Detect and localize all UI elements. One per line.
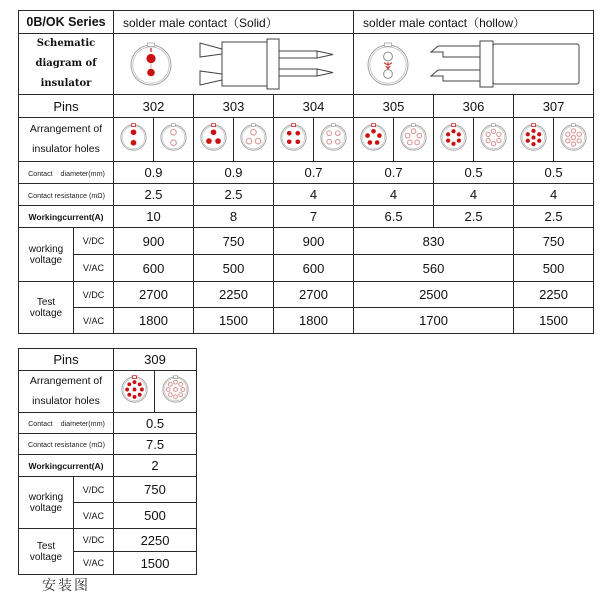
- hole-diagram-hollow: [155, 371, 197, 413]
- current-value: 10: [114, 206, 194, 228]
- vac-label: V/AC: [74, 308, 114, 334]
- main-spec-table: [18, 10, 594, 334]
- arrangement-row: [19, 371, 197, 413]
- current-value: 2.5: [514, 206, 594, 228]
- schematic-label-line1: Schematic: [36, 38, 96, 49]
- resistance-label: Contact resistance (mΩ): [21, 184, 111, 205]
- test-vac-value: 1500: [194, 308, 274, 334]
- working-vdc-value: 750: [514, 228, 594, 255]
- hole-diagram-hollow: [234, 118, 274, 162]
- current-value: 6.5: [354, 206, 434, 228]
- diameter-value: 0.5: [514, 162, 594, 184]
- resistance-label: Contact resistance (mΩ): [21, 434, 111, 454]
- working-label-line2: voltage: [29, 254, 63, 266]
- pin-number: 306: [434, 95, 514, 118]
- diameter-value: 0.5: [434, 162, 514, 184]
- hole-diagram-solid: [514, 118, 554, 162]
- working-vac-value: 500: [514, 255, 594, 282]
- working-vac-value: 500: [194, 255, 274, 282]
- current-value: 8: [194, 206, 274, 228]
- arrangement-label-line1: Arrangement of: [29, 122, 103, 135]
- diameter-row: [19, 162, 594, 184]
- current-row: [19, 206, 594, 228]
- working-vdc-row: [19, 228, 594, 255]
- working-label-line1: working: [28, 491, 64, 503]
- arrangement-label-line2: insulator holes: [32, 394, 100, 407]
- solid-section-title: solder male contact（Solid）: [114, 11, 354, 34]
- working-label-line2: voltage: [29, 502, 63, 514]
- hole-diagram-hollow: [394, 118, 434, 162]
- test-vdc-value: 2250: [194, 282, 274, 308]
- working-vdc-value: 750: [194, 228, 274, 255]
- test-label-line2: voltage: [29, 551, 63, 563]
- diameter-row: [19, 413, 197, 434]
- test-label-line2: voltage: [29, 307, 63, 319]
- diameter-label: Contact diameter(mm): [21, 413, 111, 433]
- test-voltage-label: [19, 529, 74, 575]
- current-value: 2: [114, 455, 197, 477]
- pin-number: 304: [274, 95, 354, 118]
- resistance-row: [19, 434, 197, 455]
- working-vdc-row: [19, 477, 197, 503]
- series-title: 0B/OK Series: [19, 11, 114, 34]
- working-vac-value: 600: [274, 255, 354, 282]
- resistance-value: 2.5: [114, 184, 194, 206]
- test-vdc-row: [19, 529, 197, 552]
- test-vdc-value-merged: 2500: [354, 282, 514, 308]
- current-row: [19, 455, 197, 477]
- hole-diagram-hollow: [474, 118, 514, 162]
- current-label: Workingcurrent(A): [19, 455, 114, 477]
- solid-side-view-diagram: [189, 38, 339, 90]
- hole-diagram-hollow: [154, 118, 194, 162]
- test-vac-value: 1800: [274, 308, 354, 334]
- schematic-label: [19, 34, 114, 95]
- schematic-row: [19, 34, 594, 95]
- vdc-label: V/DC: [74, 477, 114, 503]
- test-vac-value: 1500: [114, 552, 197, 575]
- working-vac-value: 500: [114, 503, 197, 529]
- hole-diagram-solid: [114, 371, 155, 413]
- vac-label: V/AC: [74, 503, 114, 529]
- hollow-side-view-diagram: [422, 39, 582, 89]
- hole-diagram-solid: [114, 118, 154, 162]
- current-value: 2.5: [434, 206, 514, 228]
- diameter-value: 0.5: [114, 413, 197, 434]
- schematic-hollow-cell: [354, 34, 594, 95]
- working-vdc-value: 750: [114, 477, 197, 503]
- vdc-label: V/DC: [74, 282, 114, 308]
- diameter-value: 0.7: [274, 162, 354, 184]
- test-vac-row: [19, 308, 594, 334]
- hole-diagram-hollow: [314, 118, 354, 162]
- test-vdc-value: 2700: [114, 282, 194, 308]
- resistance-row: [19, 184, 594, 206]
- working-vac-value: 600: [114, 255, 194, 282]
- test-label-line1: Test: [36, 296, 56, 308]
- hole-diagram-solid: [274, 118, 314, 162]
- diameter-value: 0.9: [194, 162, 274, 184]
- pin-number: 307: [514, 95, 594, 118]
- hollow-section-title: solder male contact（hollow）: [354, 11, 594, 34]
- arrangement-row: [19, 118, 594, 162]
- arrangement-label: [19, 371, 114, 413]
- vdc-label: V/DC: [74, 529, 114, 552]
- schematic-label-line2: diagram of: [35, 58, 97, 69]
- pins-row: [19, 95, 594, 118]
- test-label-line1: Test: [36, 540, 56, 552]
- test-voltage-label: [19, 282, 74, 334]
- pin-number: 303: [194, 95, 274, 118]
- current-label: Workingcurrent(A): [19, 206, 114, 228]
- hole-diagram-hollow: [554, 118, 594, 162]
- solid-front-view-diagram: [128, 41, 174, 87]
- resistance-value: 7.5: [114, 434, 197, 455]
- test-vac-value: 1800: [114, 308, 194, 334]
- diameter-label: Contact diameter(mm): [21, 162, 111, 183]
- test-vac-value-merged: 1700: [354, 308, 514, 334]
- current-value: 7: [274, 206, 354, 228]
- hole-diagram-solid: [354, 118, 394, 162]
- arrangement-label: [19, 118, 114, 162]
- resistance-value: 2.5: [194, 184, 274, 206]
- vac-label: V/AC: [74, 552, 114, 575]
- cutoff-caption: 安装图: [42, 577, 90, 593]
- diameter-value: 0.9: [114, 162, 194, 184]
- working-label-line1: working: [28, 243, 64, 255]
- schematic-solid-cell: [114, 34, 354, 95]
- resistance-value: 4: [514, 184, 594, 206]
- working-voltage-label: [19, 228, 74, 282]
- hollow-front-view-diagram: [365, 41, 411, 87]
- resistance-value: 4: [274, 184, 354, 206]
- pins-label: Pins: [19, 95, 114, 118]
- working-vac-value-merged: 560: [354, 255, 514, 282]
- vdc-label: V/DC: [74, 228, 114, 255]
- arrangement-label-line1: Arrangement of: [29, 374, 103, 387]
- working-voltage-label: [19, 477, 74, 529]
- pins-label: Pins: [19, 349, 114, 371]
- pins-row: [19, 349, 197, 371]
- test-vdc-value: 2250: [114, 529, 197, 552]
- diameter-value: 0.7: [354, 162, 434, 184]
- schematic-label-line3: insulator: [40, 78, 92, 89]
- resistance-value: 4: [354, 184, 434, 206]
- working-vdc-value: 900: [274, 228, 354, 255]
- test-vdc-row: [19, 282, 594, 308]
- resistance-value: 4: [434, 184, 514, 206]
- test-vac-value: 1500: [514, 308, 594, 334]
- working-vdc-value: 900: [114, 228, 194, 255]
- working-vac-row: [19, 255, 594, 282]
- hole-diagram-solid: [194, 118, 234, 162]
- test-vdc-value: 2700: [274, 282, 354, 308]
- test-vdc-value: 2250: [514, 282, 594, 308]
- header-row: [19, 11, 594, 34]
- vac-label: V/AC: [74, 255, 114, 282]
- pin-number: 305: [354, 95, 434, 118]
- hole-diagram-solid: [434, 118, 474, 162]
- pin-number: 302: [114, 95, 194, 118]
- secondary-spec-table: [18, 348, 197, 575]
- pin-number: 309: [114, 349, 197, 371]
- working-vdc-value-merged: 830: [354, 228, 514, 255]
- arrangement-label-line2: insulator holes: [32, 142, 100, 155]
